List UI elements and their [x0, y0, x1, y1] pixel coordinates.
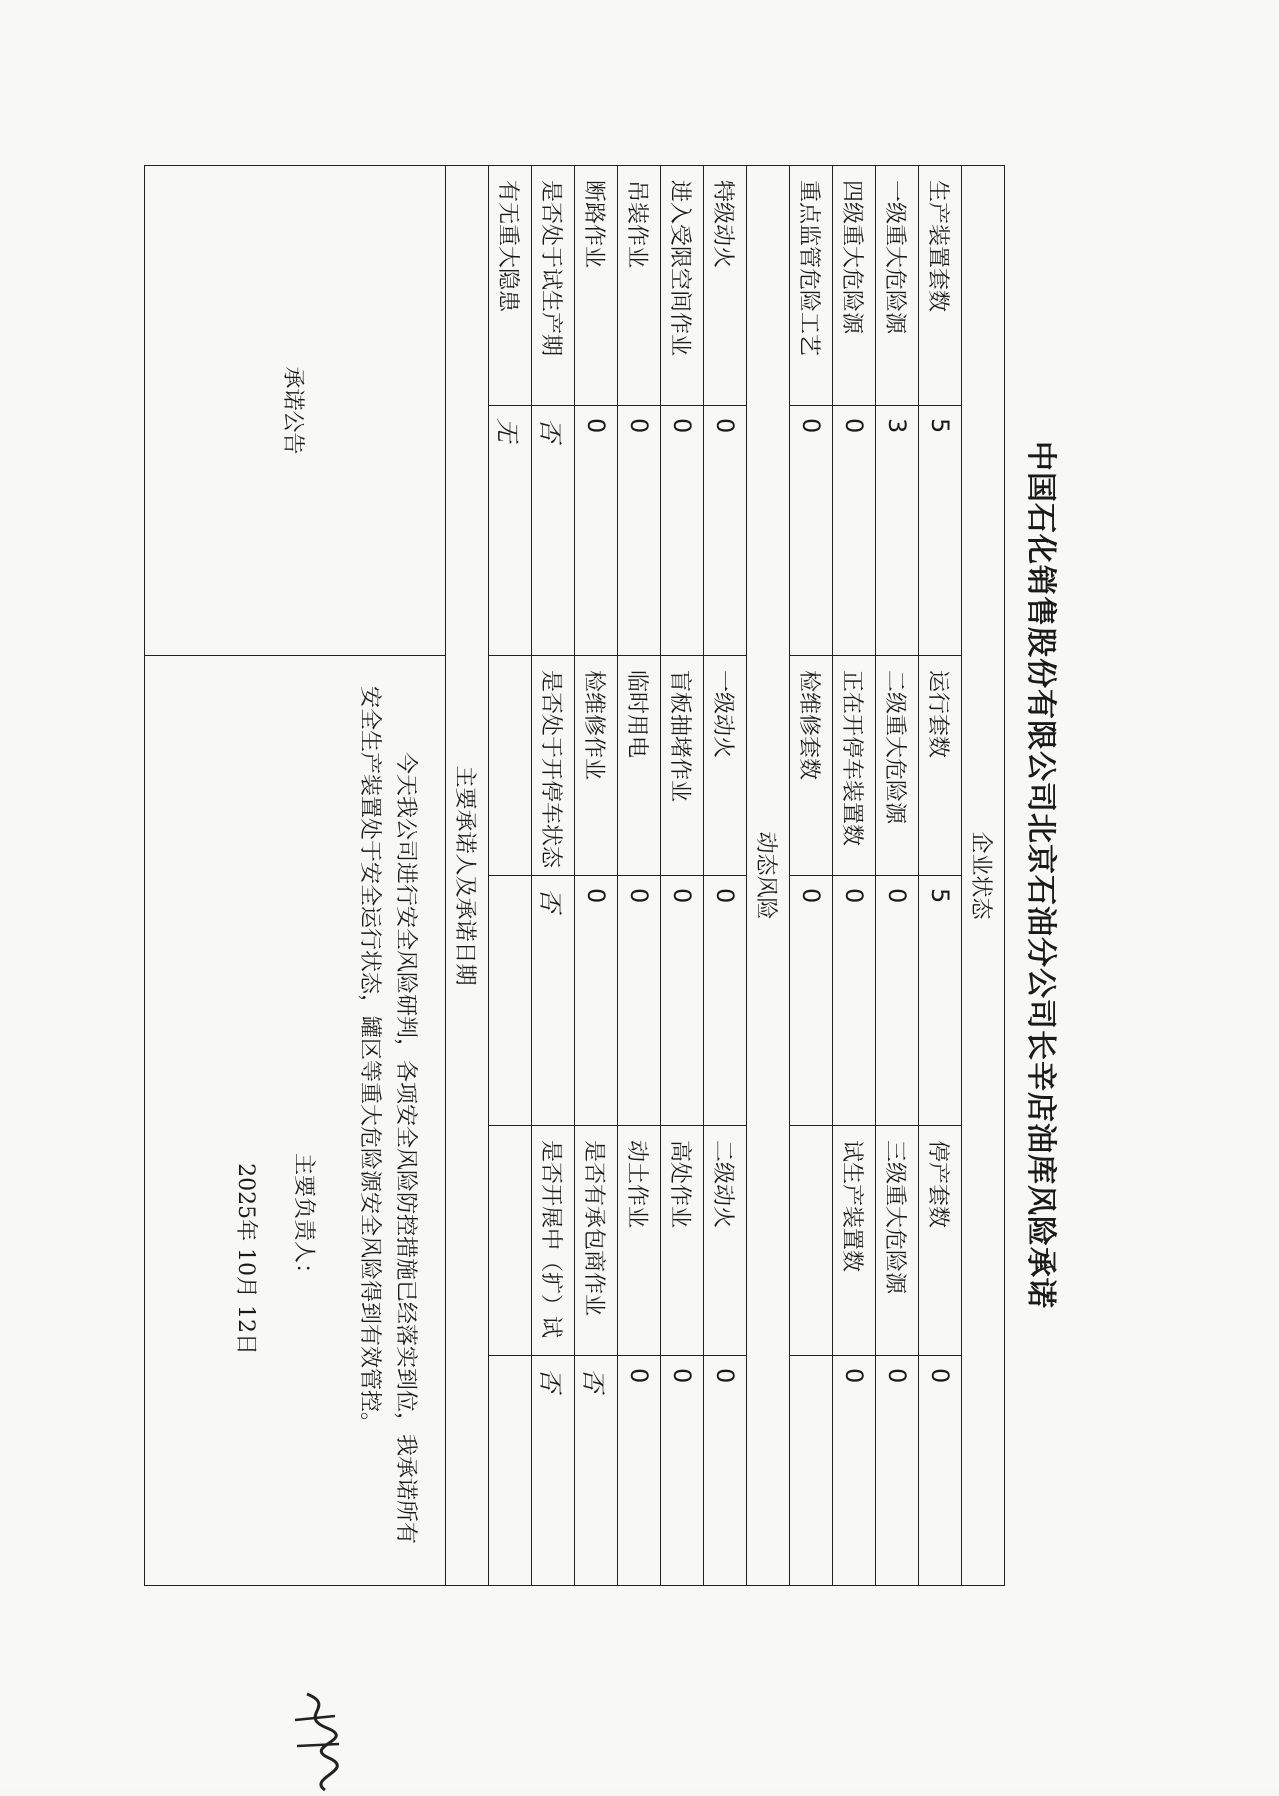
row-value [489, 876, 532, 1126]
row-label: 二级重大危险源 [876, 656, 919, 876]
responsible-row [285, 686, 321, 1555]
row-label: 有无重大隐患 [489, 166, 532, 406]
row-label: 高处作业 [661, 1126, 704, 1356]
row-label: 断路作业 [575, 166, 618, 406]
table-row [532, 166, 575, 1586]
row-value: 0 [704, 406, 747, 656]
promise-text: 今天我公司进行安全风险研判，各项安全风险防控措施已经落实到位，我承诺所有安全生产装置处于安全运行状态，罐区等重大危险源安全风险得到有效管控。 [357, 686, 418, 1545]
row-label: 进入受限空间作业 [661, 166, 704, 406]
row-label: 重点监管危险工艺 [790, 166, 833, 406]
table-row [704, 166, 747, 1586]
row-label: 检维修作业 [575, 656, 618, 876]
promise-date: 2025年 10月 12日 [233, 1163, 258, 1356]
row-value: 0 [661, 1356, 704, 1586]
row-value: 0 [618, 1356, 661, 1586]
table-row [661, 166, 704, 1586]
row-value: 否 [532, 406, 575, 656]
section-header: 企业状态 [962, 166, 1005, 1586]
row-label: 是否有承包商作业 [575, 1126, 618, 1356]
table-row [790, 166, 833, 1586]
row-value: 0 [575, 406, 618, 656]
row-value: 3 [876, 406, 919, 656]
row-label: 试生产装置数 [833, 1126, 876, 1356]
risk-table [144, 165, 1005, 1586]
row-label: 是否处于试生产期 [532, 166, 575, 406]
promise-label: 承诺公告 [145, 166, 446, 656]
row-value: 5 [919, 876, 962, 1126]
table-row [833, 166, 876, 1586]
row-label: 运行套数 [919, 656, 962, 876]
table-row [618, 166, 661, 1586]
promise-body [145, 656, 446, 1586]
row-label: 正在开停车装置数 [833, 656, 876, 876]
table-row [489, 166, 532, 1586]
table-row [919, 166, 962, 1586]
document-title: 中国石化销售股份有限公司北京石油分公司长辛店油库风险承诺 [1023, 441, 1058, 1309]
row-label: 一级重大危险源 [876, 166, 919, 406]
row-value: 无 [489, 406, 532, 656]
document-rotated [165, 165, 1065, 1585]
row-value: 0 [833, 406, 876, 656]
row-label: 是否处于开停车状态 [532, 656, 575, 876]
row-label: 四级重大危险源 [833, 166, 876, 406]
row-label: 停产套数 [919, 1126, 962, 1356]
row-label: 检维修套数 [790, 656, 833, 876]
row-label: 三级重大危险源 [876, 1126, 919, 1356]
row-label: 临时用电 [618, 656, 661, 876]
row-value: 0 [833, 1356, 876, 1586]
section-header-row [446, 166, 489, 1586]
row-value: 0 [790, 876, 833, 1126]
row-label: 吊装作业 [618, 166, 661, 406]
row-label [489, 1126, 532, 1356]
row-value: 否 [575, 1356, 618, 1586]
row-value: 0 [876, 1356, 919, 1586]
row-value: 0 [833, 876, 876, 1126]
risk-table-body [145, 166, 1005, 1586]
row-label [489, 656, 532, 876]
row-value: 0 [661, 406, 704, 656]
table-row [575, 166, 618, 1586]
row-value: 0 [575, 876, 618, 1126]
row-label: 一级动火 [704, 656, 747, 876]
responsible-label: 主要负责人： [291, 1153, 316, 1286]
section-header: 动态风险 [747, 166, 790, 1586]
row-label: 动土作业 [618, 1126, 661, 1356]
row-value: 0 [704, 876, 747, 1126]
row-value: 否 [532, 1356, 575, 1586]
row-value: 5 [919, 406, 962, 656]
row-value [489, 1356, 532, 1586]
row-value: 0 [661, 876, 704, 1126]
row-label: 二级动火 [704, 1126, 747, 1356]
section-header-row [747, 166, 790, 1586]
row-value: 0 [618, 876, 661, 1126]
section-header-row [962, 166, 1005, 1586]
table-row [876, 166, 919, 1586]
row-label: 是否开展中（扩）试 [532, 1126, 575, 1356]
row-label [790, 1126, 833, 1356]
promise-row [145, 166, 446, 1586]
section-header: 主要承诺人及承诺日期 [446, 166, 489, 1586]
row-value: 0 [876, 876, 919, 1126]
row-label: 特级动火 [704, 166, 747, 406]
signature-mark [287, 1686, 347, 1796]
row-value: 0 [919, 1356, 962, 1586]
row-label: 生产装置套数 [919, 166, 962, 406]
row-value: 0 [704, 1356, 747, 1586]
row-value: 0 [618, 406, 661, 656]
row-value [790, 1356, 833, 1586]
row-label: 盲板抽堵作业 [661, 656, 704, 876]
row-value: 否 [532, 876, 575, 1126]
row-value: 0 [790, 406, 833, 656]
